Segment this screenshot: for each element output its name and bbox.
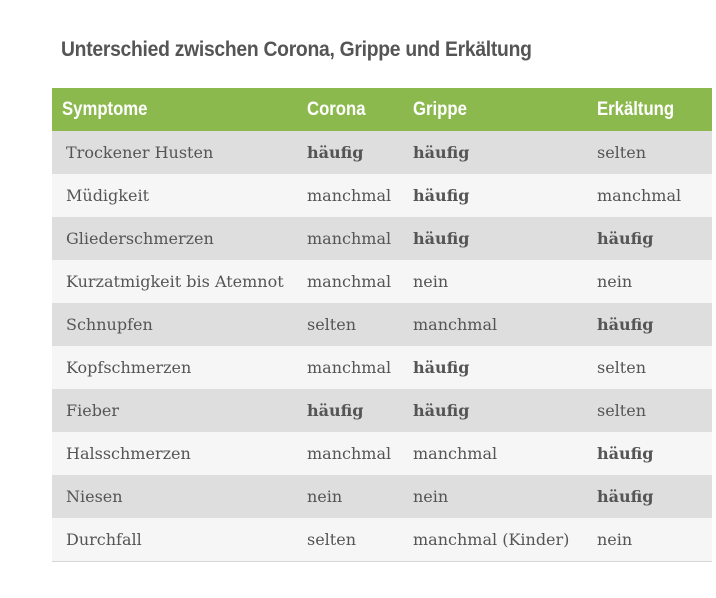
symptom-cell: Trockener Husten: [66, 143, 214, 162]
grippe-cell: manchmal: [413, 444, 498, 463]
symptom-cell: Müdigkeit: [66, 186, 149, 205]
column-header-label: Erkältung: [597, 98, 675, 120]
table-row: [52, 131, 712, 174]
corona-cell: manchmal: [307, 272, 392, 291]
corona-cell: manchmal: [307, 186, 392, 205]
corona-cell: häufig: [307, 401, 364, 420]
corona-cell: selten: [307, 315, 356, 334]
erkaeltung-cell: nein: [597, 272, 633, 291]
corona-cell: häufig: [307, 143, 364, 162]
column-header-erkaeltung: [597, 88, 712, 131]
grippe-cell: häufig: [413, 229, 470, 248]
grippe-cell: nein: [413, 487, 449, 506]
grippe-cell: manchmal (Kinder): [413, 530, 570, 549]
symptom-comparison-table: [52, 88, 712, 562]
grippe-cell: häufig: [413, 401, 470, 420]
symptom-cell: Durchfall: [66, 530, 142, 549]
symptom-cell: Fieber: [66, 401, 120, 420]
corona-cell: manchmal: [307, 444, 392, 463]
symptom-cell: Kurzatmigkeit bis Atemnot: [66, 272, 284, 291]
table-row: [52, 518, 712, 562]
erkaeltung-cell: nein: [597, 530, 633, 549]
table-row: [52, 303, 712, 346]
erkaeltung-cell: manchmal: [597, 186, 682, 205]
table-row: [52, 475, 712, 518]
erkaeltung-cell: häufig: [597, 229, 654, 248]
column-header-label: Symptome: [62, 98, 148, 120]
grippe-cell: häufig: [413, 186, 470, 205]
symptom-cell: Schnupfen: [66, 315, 153, 334]
column-header-corona: [307, 88, 413, 131]
corona-cell: selten: [307, 530, 356, 549]
corona-cell: manchmal: [307, 229, 392, 248]
symptom-cell: Niesen: [66, 487, 123, 506]
grippe-cell: manchmal: [413, 315, 498, 334]
erkaeltung-cell: häufig: [597, 444, 654, 463]
table-row: [52, 432, 712, 475]
erkaeltung-cell: selten: [597, 358, 646, 377]
table-row: [52, 260, 712, 303]
column-header-symptome: [52, 88, 307, 131]
table-body: [52, 131, 712, 562]
corona-cell: manchmal: [307, 358, 392, 377]
grippe-cell: häufig: [413, 358, 470, 377]
symptom-cell: Gliederschmerzen: [66, 229, 214, 248]
grippe-cell: nein: [413, 272, 449, 291]
table-row: [52, 174, 712, 217]
table-row: [52, 217, 712, 260]
grippe-cell: häufig: [413, 143, 470, 162]
symptom-cell: Kopfschmerzen: [66, 358, 192, 377]
erkaeltung-cell: häufig: [597, 315, 654, 334]
erkaeltung-cell: häufig: [597, 487, 654, 506]
table-header-row: [52, 88, 712, 131]
erkaeltung-cell: selten: [597, 143, 646, 162]
table-row: [52, 389, 712, 432]
page-title: Unterschied zwischen Corona, Grippe und Erkältung: [61, 38, 532, 61]
column-header-grippe: [413, 88, 597, 131]
table-row: [52, 346, 712, 389]
erkaeltung-cell: selten: [597, 401, 646, 420]
column-header-label: Grippe: [413, 98, 467, 120]
column-header-label: Corona: [307, 98, 366, 120]
symptom-cell: Halsschmerzen: [66, 444, 191, 463]
corona-cell: nein: [307, 487, 343, 506]
